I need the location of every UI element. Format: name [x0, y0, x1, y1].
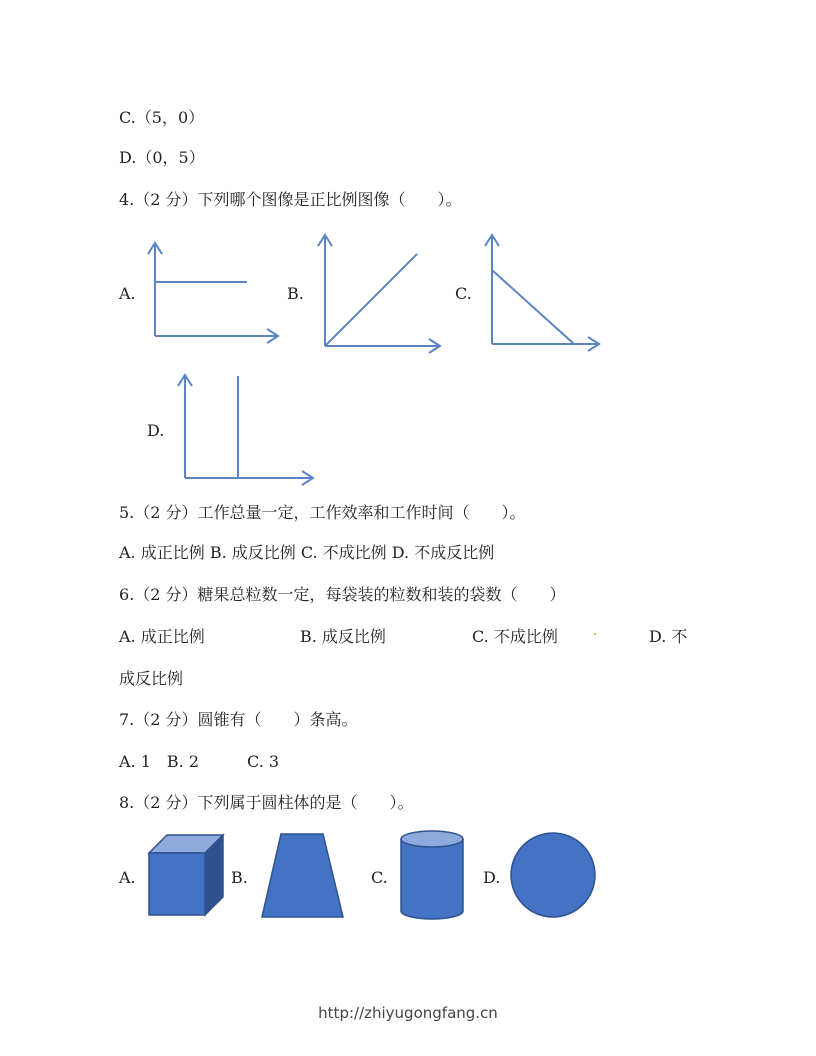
graph-c-decreasing-line-icon — [480, 232, 604, 352]
question-4: 4.（2 分）下列哪个图像是正比例图像（ ）。 — [119, 190, 462, 209]
q6-option-d-continued: 成反比例 — [119, 669, 184, 688]
trapezoid-icon — [259, 830, 349, 922]
q8-label-a: A. — [119, 868, 136, 887]
q4-label-d: D. — [147, 421, 165, 440]
graph-a-horizontal-line-icon — [145, 238, 285, 348]
q4-label-b: B. — [287, 284, 304, 303]
q6-option-a: A. 成正比例 — [119, 627, 205, 646]
question-5-options: A. 成正比例 B. 成反比例 C. 不成比例 D. 不成反比例 — [119, 543, 495, 562]
question-5: 5.（2 分）工作总量一定，工作效率和工作时间（ ）。 — [119, 503, 526, 522]
circle-icon — [508, 829, 600, 923]
q4-label-c: C. — [455, 284, 472, 303]
question-7: 7.（2 分）圆锥有（ ）条高。 — [119, 710, 358, 729]
graph-d-vertical-line-icon — [174, 372, 320, 488]
question-6: 6.（2 分）糖果总粒数一定，每袋装的粒数和装的袋数（ ） — [119, 585, 566, 604]
q6-option-d: D. 不 — [649, 627, 688, 646]
q8-label-c: C. — [371, 868, 388, 887]
question-7-options: A. 1 B. 2 C. 3 — [119, 752, 280, 771]
option-c: C.（5，0） — [119, 108, 205, 127]
question-8: 8.（2 分）下列属于圆柱体的是（ ）。 — [119, 793, 414, 812]
graph-b-proportional-line-icon — [313, 232, 445, 354]
q6-option-c: C. 不成比例 — [472, 627, 558, 646]
footer-url: http://zhiyugongfang.cn — [318, 1004, 498, 1022]
q6-option-b: B. 成反比例 — [300, 627, 386, 646]
option-d: D.（0，5） — [119, 148, 205, 167]
q8-label-d: D. — [483, 868, 501, 887]
cube-icon — [145, 831, 227, 921]
stray-mark — [594, 633, 596, 635]
cylinder-icon — [397, 829, 467, 923]
q8-label-b: B. — [231, 868, 248, 887]
q4-label-a: A. — [119, 284, 136, 303]
